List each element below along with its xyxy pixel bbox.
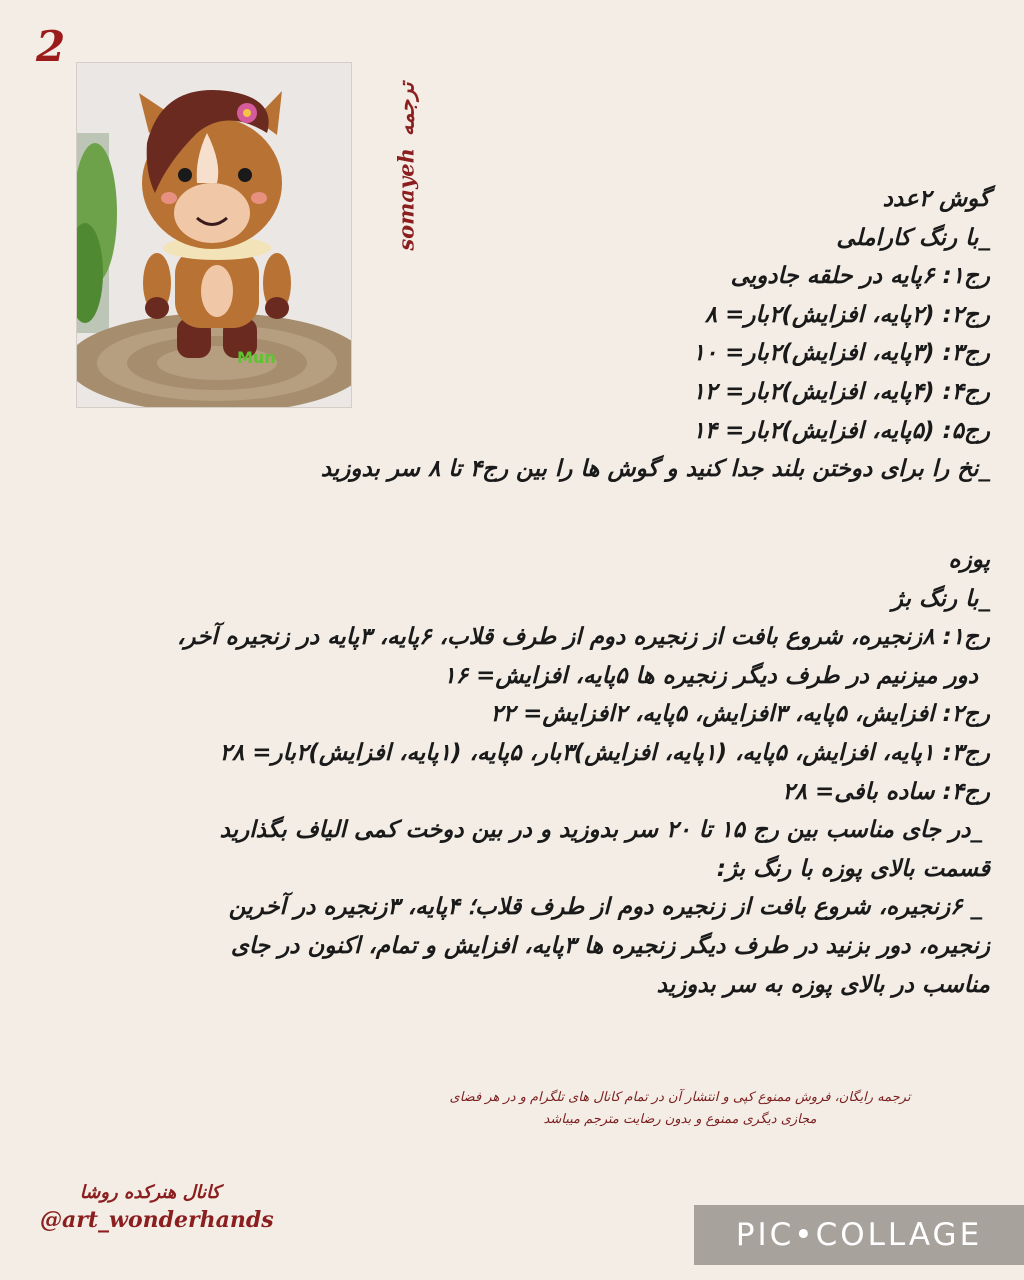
nose-top-step-2: زنجیره، دور بزنید در طرف دیگر زنجیره ها ۳پایه، افزایش و تمام، اکنون در جای (230, 932, 990, 959)
ears-row-1: رج۱: ۶پایه در حلقه جادویی (730, 263, 990, 290)
nose-title: پوزه (948, 547, 990, 573)
nose-row-1-continued: دور میزنیم در طرف دیگر زنجیره ها ۵پایه، افزایش= ۱۶ (443, 662, 978, 689)
svg-text:Mun: Mun (237, 348, 276, 367)
translator-label: ترجمه (393, 81, 419, 136)
ears-title: گوش ۲عدد (882, 186, 990, 212)
nose-top-title: قسمت بالای پوزه با رنگ بژ: (716, 855, 990, 882)
nose-row-2: رج۲: افزایش، ۵پایه، ۳افزایش، ۵پایه، ۲افزایش= ۲۲ (490, 701, 990, 728)
ears-color-note: _با رنگ کاراملی (836, 224, 990, 251)
ears-row-5: رج۵: (۵پایه، افزایش)۲بار= ۱۴ (692, 417, 990, 444)
ears-pattern-section (170, 180, 990, 489)
page-number: 2 (36, 22, 66, 71)
ears-row-2: رج۲: (۲پایه، افزایش)۲بار= ۸ (704, 301, 990, 328)
nose-row-1: رج۱: ۸زنجیره، شروع بافت از زنجیره دوم از طرف قلاب، ۶پایه، ۳پایه در زنجیره آخر، (176, 624, 990, 651)
channel-handle: @art_wonderhands (40, 1207, 274, 1233)
pic-collage-watermark: PIC•COLLAGE (694, 1205, 1024, 1265)
nose-row-4: رج۴: ساده بافی= ۲۸ (782, 778, 990, 805)
channel-credit (40, 1182, 274, 1233)
nose-sewing-note: _در جای مناسب بین رج ۱۵ تا ۲۰ سر بدوزید و در بین دوخت کمی الیاف بگذارید (219, 817, 982, 844)
nose-pattern-section (15, 541, 990, 1004)
channel-name: کانال هنرکده روشا (79, 1182, 221, 1203)
ears-sewing-note: _نخ را برای دوختن بلند جدا کنید و گوش ها را بین رج۴ تا ۸ سر بدوزید (320, 456, 990, 483)
ears-row-3: رج۳: (۳پایه، افزایش)۲بار= ۱۰ (692, 340, 990, 367)
nose-top-step-1: _ ۶زنجیره، شروع بافت از زنجیره دوم از طرف قلاب؛ ۴پایه، ۳زنجیره در آخرین (228, 894, 982, 921)
copyright-note-line-2: مجازی دیگری ممنوع و بدون رضایت مترجم میباشد (543, 1112, 817, 1127)
translator-name: somayeh (393, 147, 419, 251)
ears-row-4: رج۴: (۴پایه، افزایش)۲بار= ۱۲ (692, 378, 990, 405)
nose-color-note: _با رنگ بژ (891, 585, 990, 612)
nose-top-step-3: مناسب در بالای پوزه به سر بدوزید (656, 971, 990, 998)
copyright-note-line-1: ترجمه رایگان، فروش ممنوع کپی و انتشار آن در تمام کانال های تلگرام و در هر فضای (449, 1090, 911, 1105)
nose-row-3: رج۳: ۱پایه، افزایش، ۵پایه، (۱پایه، افزایش)۳بار، ۵پایه، (۱پایه، افزایش)۲بار= ۲۸ (219, 739, 990, 766)
copyright-note (400, 1087, 960, 1131)
